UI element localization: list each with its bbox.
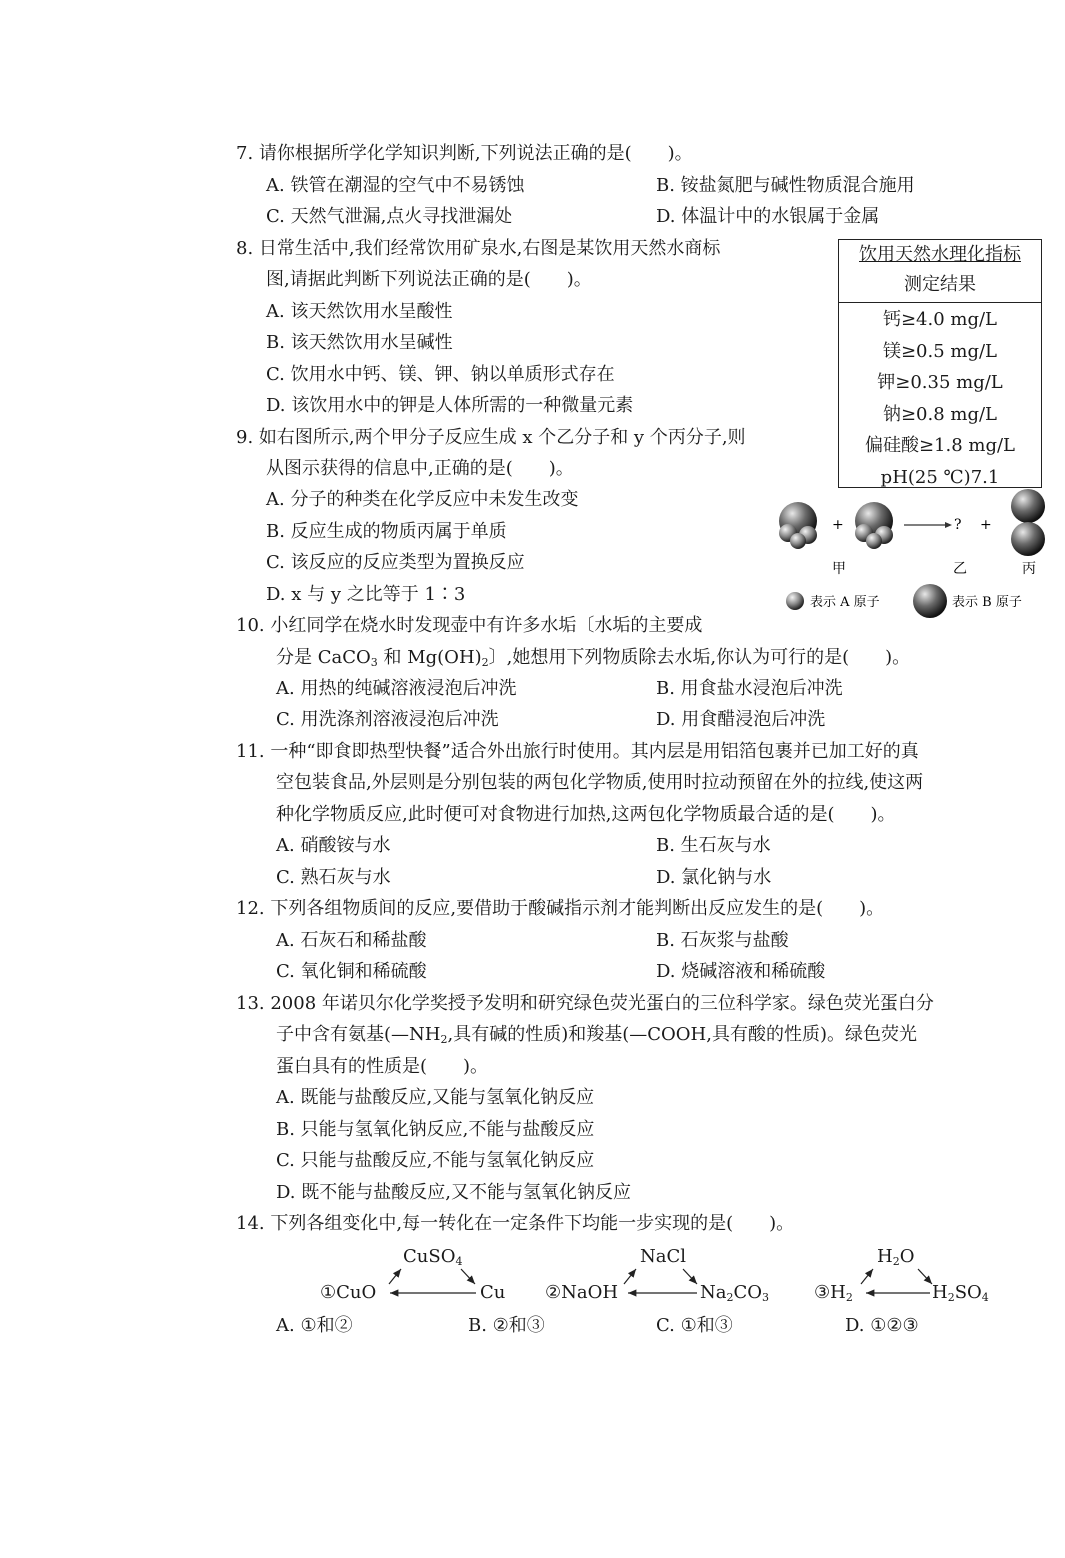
q13-text: 子中含有氨基(—NH <box>276 1024 441 1045</box>
d1-left: ①CuO <box>320 1282 377 1303</box>
q13-option-d: D. 既不能与盐酸反应,又不能与氢氧化钠反应 <box>276 1182 631 1203</box>
subscript: 2 <box>440 1033 448 1046</box>
q9-stem-line1: 9. 如右图所示,两个甲分子反应生成 x 个乙分子和 y 个丙分子,则 <box>236 427 746 448</box>
label-yi: 乙 <box>953 561 967 577</box>
q8-option-d: D. 该饮用水中的钾是人体所需的一种微量元素 <box>266 395 634 416</box>
legend-b-text: 表示 B 原子 <box>952 595 1022 610</box>
water-table-row: pH(25 ℃)7.1 <box>880 466 1000 488</box>
arrow <box>461 1269 475 1284</box>
q14-option-b: B. ②和③ <box>468 1315 545 1336</box>
formula-text: H <box>877 1246 893 1267</box>
q8-stem-line2: 图,请据此判断下列说法正确的是( )。 <box>266 269 592 290</box>
formula-text: CO <box>733 1282 763 1303</box>
q7-stem: 7. 请你根据所学化学知识判断,下列说法正确的是( )。 <box>236 143 693 164</box>
plus-sign: + <box>980 517 992 533</box>
q7-option-b: B. 铵盐氮肥与碱性物质混合施用 <box>656 175 915 196</box>
q11-stem-line1: 11. 一种“即食即热型快餐”适合外出旅行时使用。其内层是用铝箔包裹并已加工好的真 <box>236 741 919 762</box>
q12-option-b: B. 石灰浆与盐酸 <box>656 930 789 951</box>
q8-option-a: A. 该天然饮用水呈酸性 <box>266 301 453 322</box>
label-jia: 甲 <box>832 561 846 577</box>
q10-text: 〕,她想用下列物质除去水垢,你认为可行的是( )。 <box>488 647 911 668</box>
arrow <box>683 1269 697 1284</box>
q9-option-a: A. 分子的种类在化学反应中未发生改变 <box>266 489 579 510</box>
q7-option-a: A. 铁管在潮湿的空气中不易锈蚀 <box>266 175 525 196</box>
arrow <box>861 1269 873 1284</box>
q14-option-d: D. ①②③ <box>845 1315 919 1336</box>
water-table-row: 钾≥0.35 mg/L <box>877 372 1003 393</box>
q13-option-a: A. 既能与盐酸反应,又能与氢氧化钠反应 <box>276 1087 595 1108</box>
formula-text: O <box>899 1246 915 1267</box>
q12-option-d: D. 烧碱溶液和稀硫酸 <box>656 961 826 982</box>
legend-a-text: 表示 A 原子 <box>810 595 880 610</box>
subscript: 2 <box>726 1291 734 1304</box>
subscript: 3 <box>370 656 378 669</box>
q13-stem-line3: 蛋白具有的性质是( )。 <box>276 1056 489 1077</box>
q12-option-a: A. 石灰石和稀盐酸 <box>276 930 427 951</box>
q11-stem-line2: 空包装食品,外层则是分别包装的两包化学物质,使用时拉动预留在外的拉线,使这两 <box>276 772 924 793</box>
q13-option-c: C. 只能与盐酸反应,不能与氢氧化钠反应 <box>276 1150 595 1171</box>
q10-text: 分是 CaCO <box>276 647 371 668</box>
arrow <box>624 1269 636 1284</box>
q7-option-c: C. 天然气泄漏,点火寻找泄漏处 <box>266 206 513 227</box>
q7-option-d: D. 体温计中的水银属于金属 <box>656 206 880 227</box>
arrow <box>389 1269 401 1284</box>
q11-option-b: B. 生石灰与水 <box>656 835 771 856</box>
q8-stem-line1: 8. 日常生活中,我们经常饮用矿泉水,右图是某饮用天然水商标 <box>236 238 721 259</box>
unknown-mark: ? <box>954 517 962 533</box>
q13-stem-line1: 13. 2008 年诺贝尔化学奖授予发明和研究绿色荧光蛋白的三位科学家。绿色荧光蛋白分 <box>236 993 934 1014</box>
water-table-subtitle: 测定结果 <box>904 274 976 295</box>
subscript: 4 <box>981 1291 989 1304</box>
q9-option-d: D. x 与 y 之比等于 1∶3 <box>266 584 466 605</box>
q11-option-c: C. 熟石灰与水 <box>276 867 391 888</box>
q10-text: 和 Mg(OH) <box>377 647 482 668</box>
subscript: 2 <box>947 1291 955 1304</box>
subscript: 4 <box>455 1255 463 1268</box>
d2-left: ②NaOH <box>545 1282 619 1303</box>
formula-text: SO <box>954 1282 982 1303</box>
q11-option-d: D. 氯化钠与水 <box>656 867 772 888</box>
formula-text: Na <box>700 1282 727 1303</box>
q10-option-b: B. 用食盐水浸泡后冲洗 <box>656 678 843 699</box>
q8-option-c: C. 饮用水中钙、镁、钾、钠以单质形式存在 <box>266 364 615 385</box>
q10-stem-line1: 10. 小红同学在烧水时发现壶中有许多水垢〔水垢的主要成 <box>236 615 703 636</box>
q14-stem: 14. 下列各组变化中,每一转化在一定条件下均能一步实现的是( )。 <box>236 1213 795 1234</box>
water-table-row: 镁≥0.5 mg/L <box>882 340 998 362</box>
formula-text: ③H <box>814 1282 846 1303</box>
q14-option-a: A. ①和② <box>276 1315 353 1336</box>
d2-top: NaCl <box>640 1246 687 1267</box>
q9-option-b: B. 反应生成的物质丙属于单质 <box>266 521 507 542</box>
q12-option-c: C. 氧化铜和稀硫酸 <box>276 961 427 982</box>
q9-option-c: C. 该反应的反应类型为置换反应 <box>266 552 525 573</box>
formula-text: H <box>932 1282 948 1303</box>
q13-option-b: B. 只能与氢氧化钠反应,不能与盐酸反应 <box>276 1119 595 1140</box>
plus-sign: + <box>832 517 844 533</box>
subscript: 2 <box>892 1255 900 1268</box>
label-bing: 丙 <box>1022 561 1036 577</box>
q14-option-c: C. ①和③ <box>656 1315 733 1336</box>
q13-text: ,具有碱的性质)和羧基(—COOH,具有酸的性质)。绿色荧光 <box>447 1024 917 1045</box>
q11-stem-line3: 种化学物质反应,此时便可对食物进行加热,这两包化学物质最合适的是( )。 <box>276 804 896 825</box>
formula-text: CuSO <box>403 1246 456 1267</box>
q8-option-b: B. 该天然饮用水呈碱性 <box>266 332 453 353</box>
subscript: 2 <box>845 1291 853 1304</box>
arrow <box>918 1269 932 1284</box>
q12-stem: 12. 下列各组物质间的反应,要借助于酸碱指示剂才能判断出反应发生的是( )。 <box>236 898 885 919</box>
water-table-row: 钙≥4.0 mg/L <box>882 309 998 330</box>
water-table-row: 钠≥0.8 mg/L <box>882 403 998 425</box>
subscript: 2 <box>481 656 489 669</box>
subscript: 3 <box>762 1291 770 1304</box>
q9-stem-line2: 从图示获得的信息中,正确的是( )。 <box>266 458 574 479</box>
water-table-row: 偏硅酸≥1.8 mg/L <box>864 435 1016 456</box>
q10-option-d: D. 用食醋浸泡后冲洗 <box>656 709 826 730</box>
q10-option-c: C. 用洗涤剂溶液浸泡后冲洗 <box>276 709 499 730</box>
water-table-title: 饮用天然水理化指标 <box>859 244 1021 265</box>
d1-right: Cu <box>480 1282 506 1303</box>
q11-option-a: A. 硝酸铵与水 <box>276 835 391 856</box>
q10-option-a: A. 用热的纯碱溶液浸泡后冲洗 <box>276 678 517 699</box>
